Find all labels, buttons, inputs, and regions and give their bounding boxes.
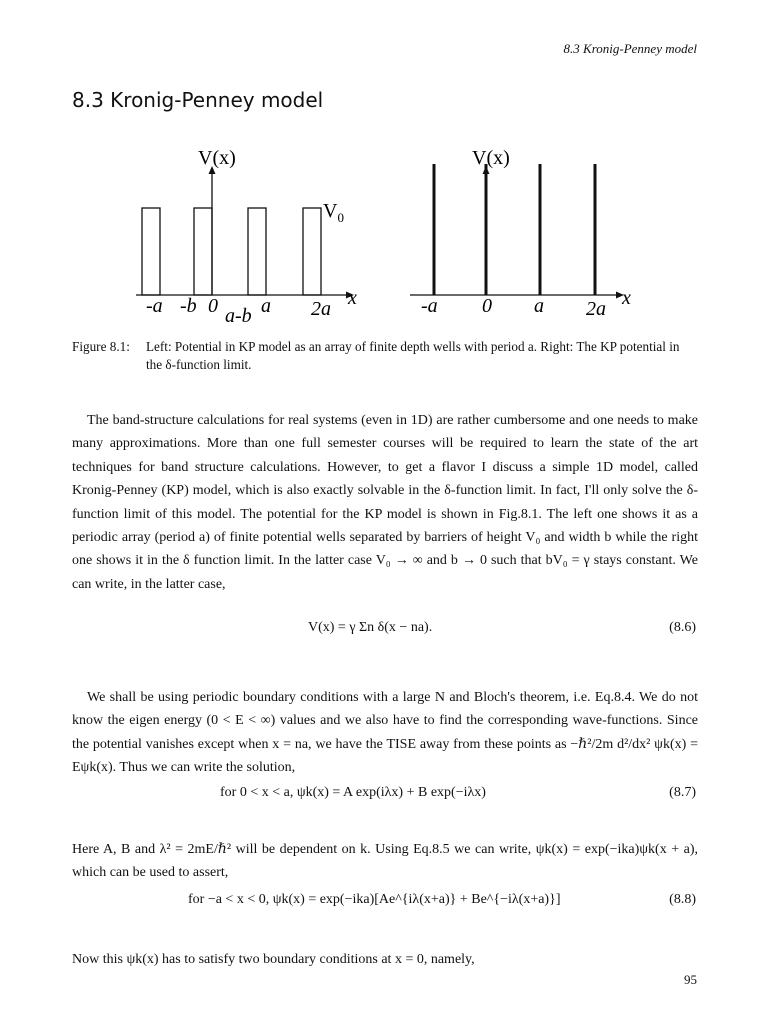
- left-x-label: x: [348, 287, 357, 309]
- page-number: 95: [684, 972, 697, 987]
- right-panel: [410, 147, 631, 320]
- body-paragraph: The band-structure calculations for real systems (even in 1D) are rather cumbersome and one needs to make many approximations. More than one full semester courses will be required to learn the state of the art techniques for band structure calculations. However, to get a flavor I discuss a simple 1D model, called Kronig-Penney (KP) model, which is also exactly solvable in the δ-function limit. In fact, I'll only solve the δ-function limit of this model. The potential for the KP model is shown in Fig.8.1. The left one shows it as a periodic array (period a) of finite potential wells separated by barriers of height V₀ and width b while the right one shows it in the δ function limit. In the latter case V₀ → ∞ and b → 0 such that bV₀ = γ stays constant. We can write, in the latter case,: [72, 413, 698, 592]
- equation-8-6: [72, 620, 698, 650]
- left-barrier: [142, 208, 160, 295]
- equation-8-7: [72, 785, 698, 815]
- right-tick-label: 0: [482, 295, 492, 317]
- equation-number: (8.6): [669, 620, 696, 635]
- left-panel: [136, 147, 357, 327]
- left-tick-label: 0: [208, 295, 218, 317]
- equation-number: (8.8): [669, 892, 696, 907]
- body-paragraph: Here A, B and λ² = 2mE/ℏ² will be dependent on k. Using Eq.8.5 we can write, ψk(x) = exp(−ika)ψk(x + a), which can be used to assert,: [72, 842, 698, 881]
- running-head: 8.3 Kronig-Penney model: [563, 41, 697, 56]
- left-tick-label: 2a: [311, 298, 331, 320]
- equation-body: for −a < x < 0, ψk(x) = exp(−ika)[Ae^{iλ(x+a)} + Be^{−iλ(x+a)}]: [188, 892, 561, 907]
- left-barrier: [248, 208, 266, 295]
- right-tick-label: -a: [421, 295, 438, 317]
- left-barrier-label: $V_0$: [323, 200, 344, 225]
- body-paragraph: We shall be using periodic boundary conditions with a large N and Bloch's theorem, i.e. Eq.8.4. We do not know the eigen energy (0 < E < ∞) values and we also have to find the corresponding wave-functions. Since the potential vanishes except when x = na, we have the TISE away from these points as −ℏ²/2m d²/dx² ψk(x) = Eψk(x). Thus we can write the solution,: [72, 690, 698, 776]
- left-tick-label: -b: [180, 295, 197, 317]
- right-tick-label: a: [534, 295, 544, 317]
- left-tick-label: -a: [146, 295, 163, 317]
- right-tick-label: 2a: [586, 298, 606, 320]
- left-y-label: V(x): [198, 147, 236, 169]
- left-barrier: [194, 208, 212, 295]
- caption-text: Left: Potential in KP model as an array of finite depth wells with period a. Right: The KP potential in the δ-function limit.: [146, 339, 680, 372]
- section-title: 8.3 Kronig-Penney model: [72, 88, 324, 112]
- equation-8-8: [72, 892, 698, 922]
- figure-caption: [72, 338, 698, 374]
- equation-body: V(x) = γ Σn δ(x − na).: [308, 620, 433, 635]
- right-y-label: V(x): [472, 147, 510, 169]
- right-x-label: x: [622, 287, 631, 309]
- figure-8-1: [128, 140, 638, 330]
- kp-potential-figure: [128, 140, 638, 330]
- body-paragraph: Now this ψk(x) has to satisfy two boundary conditions at x = 0, namely,: [72, 952, 475, 967]
- left-barrier: [303, 208, 321, 295]
- equation-number: (8.7): [669, 785, 696, 800]
- equation-body: for 0 < x < a, ψk(x) = A exp(iλx) + B exp(−iλx): [220, 785, 486, 800]
- left-tick-label: a-b: [225, 305, 252, 327]
- left-tick-label: a: [261, 295, 271, 317]
- caption-label: Figure 8.1:: [72, 339, 130, 354]
